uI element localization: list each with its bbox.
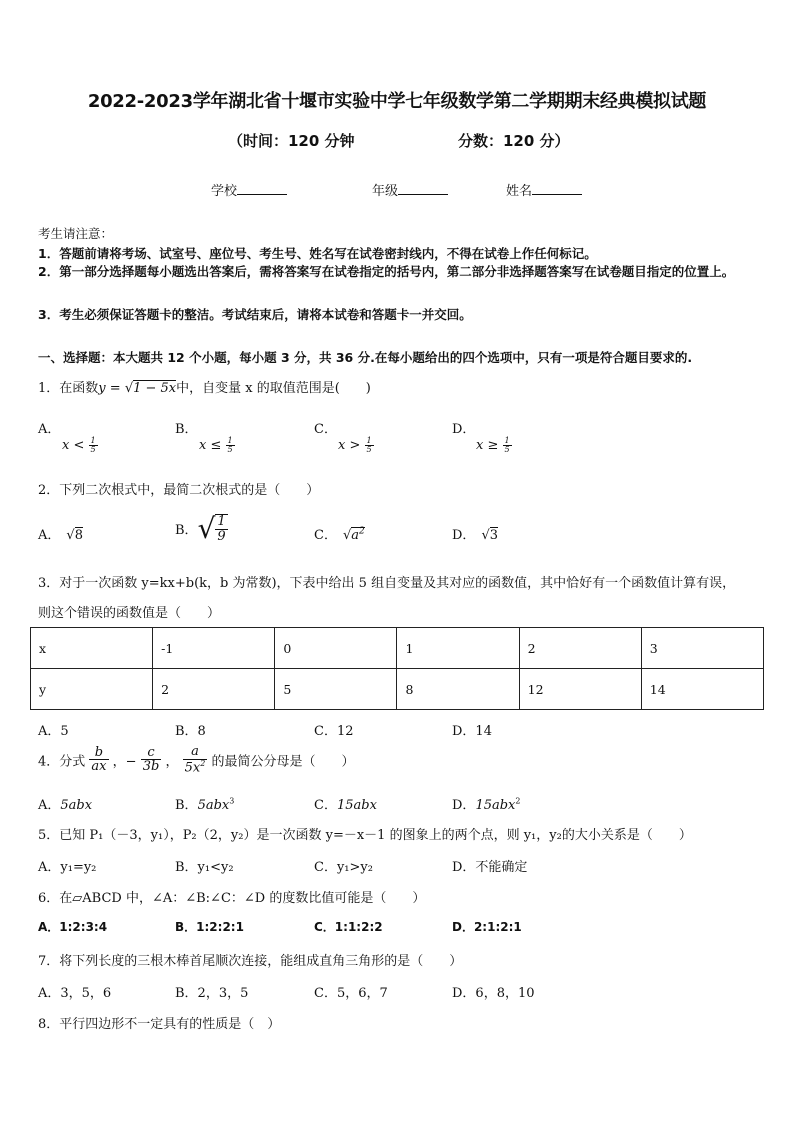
note-3: 3．考生必须保证答题卡的整洁。考试结束后，请将本试卷和答题卡一并交回。 xyxy=(38,307,472,322)
q6-option-c[interactable]: C．1:1:2:2 xyxy=(314,920,383,934)
question-7: 7．将下列长度的三根木棒首尾顺次连接，能组成直角三角形的是（ ） xyxy=(38,954,463,969)
q6-option-d[interactable]: D．2:1:2:1 xyxy=(452,920,522,934)
q6-option-a[interactable]: A．1:2:3:4 xyxy=(38,920,108,934)
score-label: 分数：120 分） xyxy=(458,132,570,150)
q4-option-a[interactable]: A．5abx xyxy=(38,798,93,813)
q1-option-c[interactable]: C． x > $\frac{1}{5}$ xyxy=(314,422,372,455)
q7-option-a[interactable]: A．3，5，6 xyxy=(38,986,112,1001)
question-4: 4．分式 $\frac{b}{ax}$ ，− $\frac{c}{3b}$ ， $\frac{a}{5x^2}$ 的最简公分母是（ ） xyxy=(38,744,355,775)
table-row: x -1 0 1 2 3 xyxy=(31,628,764,669)
school-blank[interactable] xyxy=(237,181,287,195)
q1-option-d[interactable]: D． x ≥ $\frac{1}{5}$ xyxy=(452,422,510,455)
q5-option-a[interactable]: A．y₁=y₂ xyxy=(38,860,97,875)
q6-option-b[interactable]: B．1:2:2:1 xyxy=(175,920,244,934)
q4-option-d[interactable]: D．15abx$^2$ xyxy=(452,796,521,813)
q2-option-c[interactable]: C． $√a^2$ xyxy=(314,526,365,543)
q1-option-a[interactable]: A． x < $\frac{1}{5}$ xyxy=(38,422,96,455)
section-heading: 一、选择题：本大题共 12 个小题，每小题 3 分，共 36 分.在每小题给出的四个选项中，只有一项是符合题目要求的. xyxy=(38,350,693,365)
question-1: 1．在函数y = √1 − 5x中，自变量 x 的取值范围是( ) xyxy=(38,381,371,396)
q3-option-a[interactable]: A．5 xyxy=(38,724,69,739)
q2-option-d[interactable]: D． √3 xyxy=(452,528,499,543)
q5-option-c[interactable]: C．y₁>y₂ xyxy=(314,860,373,875)
sqrt-icon: √1 − 5x xyxy=(124,381,177,396)
q1-option-b[interactable]: B． x ≤ $\frac{1}{5}$ xyxy=(175,422,233,455)
question-6: 6．在▱ABCD 中，∠A：∠B:∠C：∠D 的度数比值可能是（ ） xyxy=(38,891,426,906)
q5-option-b[interactable]: B．y₁<y₂ xyxy=(175,860,234,875)
question-2: 2．下列二次根式中，最简二次根式的是（ ） xyxy=(38,483,320,498)
q3-table xyxy=(30,627,764,710)
note-1: 1．答题前请将考场、试室号、座位号、考生号、姓名写在试卷密封线内，不得在试卷上作任何标记。 xyxy=(38,246,597,261)
q3-option-b[interactable]: B．8 xyxy=(175,724,206,739)
time-label: （时间：120 分钟 xyxy=(228,132,355,150)
q4-option-c[interactable]: C．15abx xyxy=(314,798,377,813)
q3-option-c[interactable]: C．12 xyxy=(314,724,354,739)
name-blank[interactable] xyxy=(532,181,582,195)
q3-option-d[interactable]: D．14 xyxy=(452,724,492,739)
question-8: 8．平行四边形不一定具有的性质是（ ） xyxy=(38,1017,281,1032)
table-row: y 2 5 8 12 14 xyxy=(31,669,764,710)
q7-option-d[interactable]: D．6，8，10 xyxy=(452,986,535,1001)
q4-option-b[interactable]: B．5abx$^3$ xyxy=(175,796,235,813)
name-field: 姓名 xyxy=(506,180,582,199)
q7-option-b[interactable]: B．2，3，5 xyxy=(175,986,249,1001)
note-2: 2．第一部分选择题每小题选出答案后，需将答案写在试卷指定的括号内，第二部分非选择题答案写在试卷题目指定的位置上。 xyxy=(38,264,735,279)
school-field: 学校 xyxy=(211,180,287,199)
q2-option-b[interactable]: B．√ $\frac{1}{9}$ xyxy=(175,512,226,545)
question-3-line-1: 3．对于一次函数 y=kx+b(k，b 为常数)，下表中给出 5 组自变量及其对应的函数值，其中恰好有一个函数值计算有误， xyxy=(38,576,736,591)
q5-option-d[interactable]: D．不能确定 xyxy=(452,860,528,875)
question-3-line-2: 则这个错误的函数值是（ ） xyxy=(38,606,221,621)
page-title: 2022-2023学年湖北省十堰市实验中学七年级数学第二学期期末经典模拟试题 xyxy=(87,91,707,112)
notes-heading: 考生请注意： xyxy=(38,226,114,241)
question-5: 5．已知 P₁（－3，y₁），P₂（2，y₂）是一次函数 y=－x－1 的图象上的两个点，则 y₁，y₂的大小关系是（ ） xyxy=(38,828,692,843)
grade-field: 年级 xyxy=(372,180,448,199)
grade-blank[interactable] xyxy=(398,181,448,195)
q7-option-c[interactable]: C．5，6，7 xyxy=(314,986,388,1001)
q2-option-a[interactable]: A． √8 xyxy=(38,528,83,543)
